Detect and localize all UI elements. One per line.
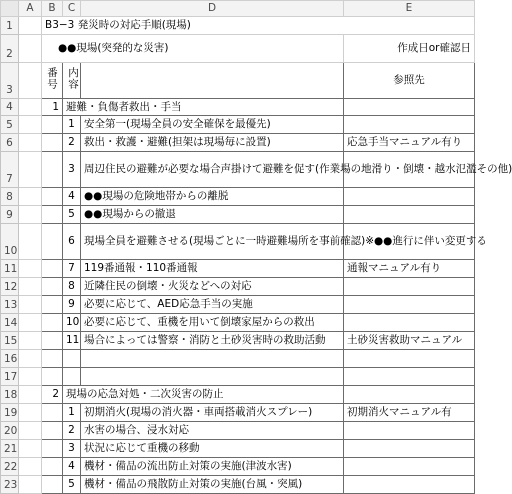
cell-a12[interactable] bbox=[19, 278, 42, 296]
cell-b23[interactable] bbox=[42, 476, 63, 494]
item-reference-cell[interactable]: 応急手当マニュアル有り bbox=[344, 134, 475, 152]
cell-a14[interactable] bbox=[19, 314, 42, 332]
item-number-cell[interactable]: 3 bbox=[63, 440, 81, 458]
cell-b9[interactable] bbox=[42, 206, 63, 224]
item-reference-cell[interactable] bbox=[344, 188, 475, 206]
column-header-d[interactable]: D bbox=[81, 1, 344, 17]
row-header[interactable]: 4 bbox=[1, 99, 19, 116]
row-header[interactable]: 11 bbox=[1, 260, 19, 278]
item-number-cell[interactable] bbox=[63, 350, 81, 368]
item-content-cell[interactable]: 現場全員を避難させる(現場ごとに一時避難場所を事前確認)※●●進行に伴い変更する bbox=[81, 224, 344, 260]
cell-a4[interactable] bbox=[19, 99, 42, 116]
item-reference-cell[interactable] bbox=[344, 296, 475, 314]
sheet-row bbox=[1, 278, 475, 296]
sheet-row bbox=[1, 224, 475, 260]
item-content-cell[interactable]: 必要に応じて、AED応急手当の実施 bbox=[81, 296, 344, 314]
sheet-row bbox=[1, 17, 475, 35]
cell-b12[interactable] bbox=[42, 278, 63, 296]
row-header[interactable]: 14 bbox=[1, 314, 19, 332]
item-content-cell[interactable]: 安全第一(現場全員の安全確保を最優先) bbox=[81, 116, 344, 134]
row-header[interactable]: 19 bbox=[1, 404, 19, 422]
sheet-row bbox=[1, 188, 475, 206]
sheet-row bbox=[1, 476, 475, 494]
cell-a7[interactable] bbox=[19, 152, 42, 188]
cell-b21[interactable] bbox=[42, 440, 63, 458]
cell-a20[interactable] bbox=[19, 422, 42, 440]
item-number-cell[interactable]: 2 bbox=[63, 422, 81, 440]
cell-b20[interactable] bbox=[42, 422, 63, 440]
cell-a1[interactable] bbox=[19, 17, 42, 35]
item-reference-cell[interactable] bbox=[344, 440, 475, 458]
select-all-corner[interactable] bbox=[1, 1, 19, 17]
item-content-cell[interactable]: 周辺住民の避難が必要な場合声掛けて避難を促す(作業場の地滑り・倒壊・越水氾濫その他) bbox=[81, 152, 344, 188]
row-header[interactable]: 23 bbox=[1, 476, 19, 494]
cell-e18[interactable] bbox=[344, 386, 475, 404]
row-header[interactable]: 12 bbox=[1, 278, 19, 296]
item-number-cell[interactable]: 3 bbox=[63, 152, 81, 188]
row-header[interactable]: 10 bbox=[1, 224, 19, 260]
item-content-cell[interactable]: 機材・備品の飛散防止対策の実施(台風・突風) bbox=[81, 476, 344, 494]
item-content-cell[interactable]: 初期消火(現場の消火器・車両搭載消火スプレー) bbox=[81, 404, 344, 422]
item-reference-cell[interactable] bbox=[344, 278, 475, 296]
cell-a16[interactable] bbox=[19, 350, 42, 368]
item-number-cell[interactable]: 9 bbox=[63, 296, 81, 314]
item-number-cell[interactable]: 8 bbox=[63, 278, 81, 296]
cell-a11[interactable] bbox=[19, 260, 42, 278]
item-number-cell[interactable]: 1 bbox=[63, 116, 81, 134]
item-number-cell[interactable]: 2 bbox=[63, 134, 81, 152]
cell-a23[interactable] bbox=[19, 476, 42, 494]
cell-a18[interactable] bbox=[19, 386, 42, 404]
cell-b22[interactable] bbox=[42, 458, 63, 476]
cell-a9[interactable] bbox=[19, 206, 42, 224]
item-number-cell[interactable]: 1 bbox=[63, 404, 81, 422]
cell-b15[interactable] bbox=[42, 332, 63, 350]
row-header[interactable]: 6 bbox=[1, 134, 19, 152]
section-title-cell[interactable]: 避難・負傷者救出・手当 bbox=[63, 99, 344, 116]
item-content-cell[interactable]: ●●現場からの撤退 bbox=[81, 206, 344, 224]
sheet-row bbox=[1, 99, 475, 116]
cell-a19[interactable] bbox=[19, 404, 42, 422]
item-content-cell[interactable]: 必要に応じて、重機を用いて倒壊家屋からの救出 bbox=[81, 314, 344, 332]
sheet-row bbox=[1, 260, 475, 278]
item-number-cell[interactable]: 5 bbox=[63, 206, 81, 224]
item-number-cell[interactable]: 4 bbox=[63, 458, 81, 476]
item-content-cell[interactable]: 119番通報・110番通報 bbox=[81, 260, 344, 278]
row-header[interactable]: 13 bbox=[1, 296, 19, 314]
section-title-cell[interactable]: 現場の応急対処・二次災害の防止 bbox=[63, 386, 344, 404]
item-reference-cell[interactable]: 初期消火マニュアル有 bbox=[344, 404, 475, 422]
cell-b6[interactable] bbox=[42, 134, 63, 152]
cell-a15[interactable] bbox=[19, 332, 42, 350]
cell-b11[interactable] bbox=[42, 260, 63, 278]
item-content-cell[interactable]: 救出・救護・避難(担架は現場毎に設置) bbox=[81, 134, 344, 152]
item-number-cell[interactable] bbox=[63, 368, 81, 386]
sheet-row bbox=[1, 350, 475, 368]
content-header-cell[interactable] bbox=[63, 63, 81, 99]
cell-b14[interactable] bbox=[42, 314, 63, 332]
item-number-cell[interactable]: 5 bbox=[63, 476, 81, 494]
cell-d3[interactable] bbox=[81, 63, 344, 99]
row-header[interactable]: 22 bbox=[1, 458, 19, 476]
sheet-row bbox=[1, 35, 475, 63]
number-header-label: 番号 bbox=[46, 67, 58, 90]
row-header[interactable]: 18 bbox=[1, 386, 19, 404]
sheet-row bbox=[1, 134, 475, 152]
row-header[interactable]: 16 bbox=[1, 350, 19, 368]
reference-header-cell[interactable]: 参照先 bbox=[344, 63, 475, 99]
sheet-row bbox=[1, 206, 475, 224]
item-number-cell[interactable]: 11 bbox=[63, 332, 81, 350]
item-reference-cell[interactable]: 通報マニュアル有り bbox=[344, 260, 475, 278]
sheet-row bbox=[1, 116, 475, 134]
item-number-cell[interactable]: 6 bbox=[63, 224, 81, 260]
cell-a22[interactable] bbox=[19, 458, 42, 476]
column-header-c[interactable]: C bbox=[63, 1, 81, 17]
cell-b7[interactable] bbox=[42, 152, 63, 188]
item-content-cell[interactable] bbox=[81, 368, 344, 386]
cell-b19[interactable] bbox=[42, 404, 63, 422]
item-reference-cell[interactable] bbox=[344, 206, 475, 224]
item-reference-cell[interactable] bbox=[344, 350, 475, 368]
item-content-cell[interactable]: ●●現場の危険地帯からの離脱 bbox=[81, 188, 344, 206]
cell-a21[interactable] bbox=[19, 440, 42, 458]
item-content-cell[interactable]: 状況に応じて重機の移動 bbox=[81, 440, 344, 458]
item-reference-cell[interactable] bbox=[344, 116, 475, 134]
cell-a13[interactable] bbox=[19, 296, 42, 314]
sheet-row bbox=[1, 152, 475, 188]
cell-a17[interactable] bbox=[19, 368, 42, 386]
cell-a2[interactable] bbox=[19, 35, 42, 63]
cell-b5[interactable] bbox=[42, 116, 63, 134]
item-number-cell[interactable]: 4 bbox=[63, 188, 81, 206]
row-header[interactable]: 7 bbox=[1, 152, 19, 188]
cell-b8[interactable] bbox=[42, 188, 63, 206]
column-header-e[interactable]: E bbox=[344, 1, 475, 17]
sheet-row bbox=[1, 404, 475, 422]
item-reference-cell[interactable] bbox=[344, 476, 475, 494]
column-header-row bbox=[1, 1, 475, 17]
sheet-row bbox=[1, 386, 475, 404]
item-content-cell[interactable]: 場合によっては警察・消防と土砂災害時の救助活動 bbox=[81, 332, 344, 350]
row-header[interactable]: 8 bbox=[1, 188, 19, 206]
item-reference-cell[interactable] bbox=[344, 422, 475, 440]
cell-e4[interactable] bbox=[344, 99, 475, 116]
item-content-cell[interactable]: 水害の場合、浸水対応 bbox=[81, 422, 344, 440]
item-number-cell[interactable]: 10 bbox=[63, 314, 81, 332]
cell-a6[interactable] bbox=[19, 134, 42, 152]
sheet-row bbox=[1, 63, 475, 99]
content-header-label: 内容 bbox=[67, 67, 79, 90]
row-header[interactable]: 9 bbox=[1, 206, 19, 224]
sheet-row bbox=[1, 296, 475, 314]
cell-a5[interactable] bbox=[19, 116, 42, 134]
sheet-row bbox=[1, 368, 475, 386]
item-content-cell[interactable]: 近隣住民の倒壊・火災などへの対応 bbox=[81, 278, 344, 296]
row-header[interactable]: 17 bbox=[1, 368, 19, 386]
item-content-cell[interactable]: 機材・備品の流出防止対策の実施(津波水害) bbox=[81, 458, 344, 476]
item-content-cell[interactable] bbox=[81, 350, 344, 368]
item-number-cell[interactable]: 7 bbox=[63, 260, 81, 278]
cell-b17[interactable] bbox=[42, 368, 63, 386]
cell-b13[interactable] bbox=[42, 296, 63, 314]
row-header[interactable]: 2 bbox=[1, 35, 19, 63]
created-date-cell[interactable]: 作成日or確認日 bbox=[344, 35, 475, 63]
scene-cell[interactable]: ●●現場(突発的な災害) bbox=[42, 35, 344, 63]
section-number-cell[interactable]: 1 bbox=[42, 99, 63, 116]
row-header[interactable]: 5 bbox=[1, 116, 19, 134]
row-header[interactable]: 15 bbox=[1, 332, 19, 350]
row-header[interactable]: 1 bbox=[1, 17, 19, 35]
row-header[interactable]: 20 bbox=[1, 422, 19, 440]
row-header[interactable]: 21 bbox=[1, 440, 19, 458]
sheet-row bbox=[1, 314, 475, 332]
sheet-row bbox=[1, 332, 475, 350]
item-reference-cell[interactable] bbox=[344, 458, 475, 476]
sheet-title-cell[interactable]: B3−3 発災時の対応手順(現場) bbox=[42, 17, 475, 35]
column-header-a[interactable]: A bbox=[19, 1, 42, 17]
item-reference-cell[interactable]: 土砂災害救助マニュアル bbox=[344, 332, 475, 350]
cell-a3[interactable] bbox=[19, 63, 42, 99]
row-header[interactable]: 3 bbox=[1, 63, 19, 99]
column-header-b[interactable]: B bbox=[42, 1, 63, 17]
cell-a10[interactable] bbox=[19, 224, 42, 260]
section-number-cell[interactable]: 2 bbox=[42, 386, 63, 404]
item-reference-cell[interactable] bbox=[344, 314, 475, 332]
sheet-row bbox=[1, 458, 475, 476]
cell-a8[interactable] bbox=[19, 188, 42, 206]
number-header-cell[interactable] bbox=[42, 63, 63, 99]
sheet-row bbox=[1, 422, 475, 440]
sheet-row bbox=[1, 440, 475, 458]
cell-b16[interactable] bbox=[42, 350, 63, 368]
item-reference-cell[interactable] bbox=[344, 368, 475, 386]
cell-b10[interactable] bbox=[42, 224, 63, 260]
